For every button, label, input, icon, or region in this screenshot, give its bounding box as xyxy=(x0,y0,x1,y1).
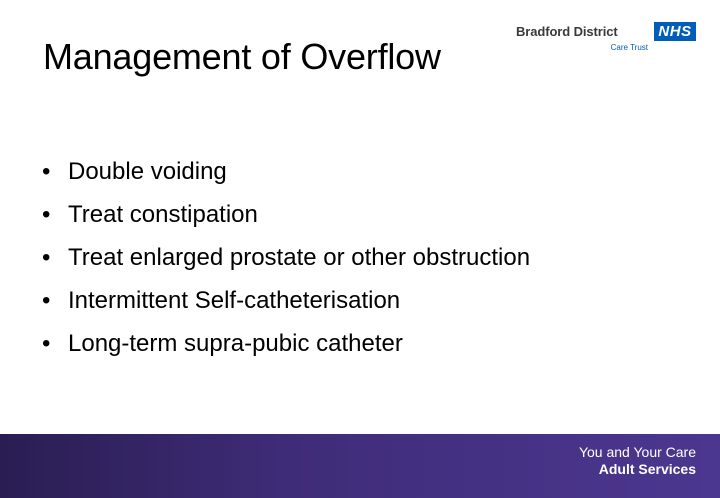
bullet-item: • Long-term supra-pubic catheter xyxy=(42,322,530,365)
bullet-item: • Double voiding xyxy=(42,150,530,193)
footer-bar xyxy=(0,434,720,498)
bullet-list xyxy=(42,150,530,365)
logo-org-name: Bradford District xyxy=(516,24,618,39)
bullet-item: • Treat enlarged prostate or other obstruction xyxy=(42,236,530,279)
nhs-badge: NHS xyxy=(654,22,696,41)
bullet-item: • Treat constipation xyxy=(42,193,530,236)
bullet-item: • Intermittent Self-catheterisation xyxy=(42,279,530,322)
slide-title: Management of Overflow xyxy=(43,36,441,77)
nhs-logo xyxy=(516,22,696,58)
footer-text xyxy=(579,444,696,478)
footer-line2: Adult Services xyxy=(598,461,696,477)
logo-sub-name: Care Trust xyxy=(610,43,648,52)
footer-line1: You and Your Care xyxy=(578,444,696,460)
